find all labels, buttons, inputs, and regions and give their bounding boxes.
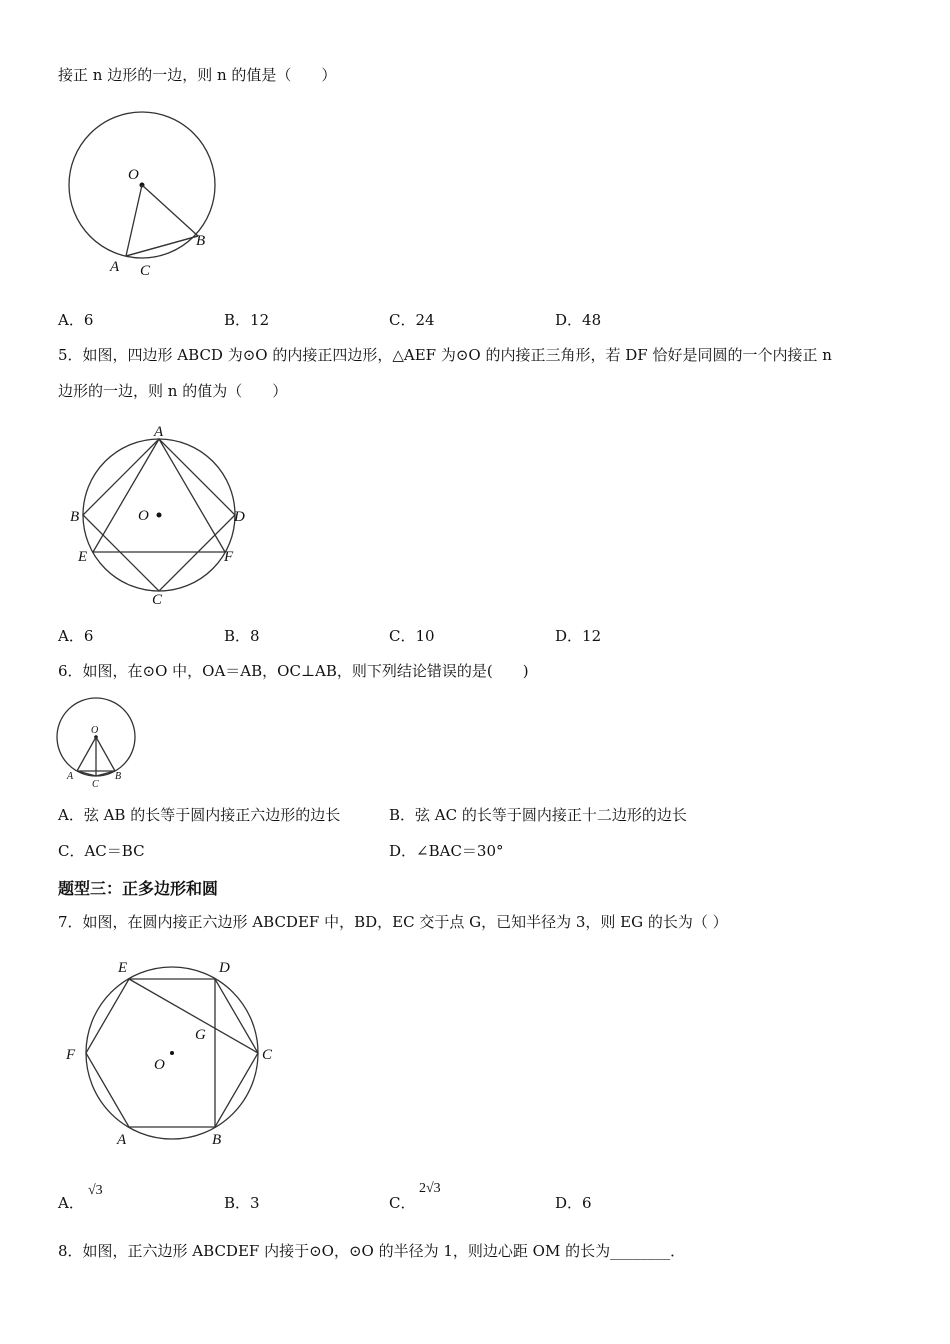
q5-label-o: O xyxy=(138,508,149,524)
q6-option-a: A．弦 AB 的长等于圆内接正六边形的边长 xyxy=(58,806,341,824)
q4-figure xyxy=(60,105,230,285)
q7-option-a-prefix: A． xyxy=(58,1194,84,1212)
q7-option-d: D．6 xyxy=(555,1194,592,1212)
q4-label-b: B xyxy=(196,233,206,249)
q8-line-1: 8．如图，正六边形 ABCDEF 内接于⊙O，⊙O 的半径为 1，则边心距 OM 的长为________． xyxy=(58,1242,686,1260)
q4-option-a: A．6 xyxy=(58,311,94,329)
q7-label-c: C xyxy=(262,1047,273,1063)
q7-option-a-value: √3 xyxy=(88,1183,103,1198)
q7-option-c-value: 2√3 xyxy=(419,1181,441,1196)
q5-option-b: B．8 xyxy=(224,627,260,645)
q5-option-a: A．6 xyxy=(58,627,94,645)
q7-label-e: E xyxy=(118,960,128,976)
q6-option-c: C．AC＝BC xyxy=(58,842,145,860)
q4-option-b: B．12 xyxy=(224,311,270,329)
q5-label-c: C xyxy=(152,592,163,608)
q6-option-d: D．∠BAC＝30° xyxy=(389,842,504,860)
q5-label-b: B xyxy=(70,509,80,525)
section-title: 题型三：正多边形和圆 xyxy=(58,879,219,898)
q7-label-a: A xyxy=(117,1132,127,1148)
q5-line-2: 边形的一边，则 n 的值为（ ） xyxy=(58,382,288,400)
q7-label-b: B xyxy=(212,1132,222,1148)
q6-line-1: 6．如图，在⊙O 中，OA＝AB，OC⊥AB，则下列结论错误的是( ) xyxy=(58,662,529,680)
q7-label-g: G xyxy=(195,1027,206,1043)
q6-figure xyxy=(55,693,145,788)
q7-option-b: B．3 xyxy=(224,1194,260,1212)
q7-line-1: 7．如图，在圆内接正六边形 ABCDEF 中，BD，EC 交于点 G，已知半径为 3，则 EG 的长为（ ） xyxy=(58,913,728,931)
q7-figure xyxy=(60,955,285,1150)
q5-figure xyxy=(66,420,266,610)
q4-option-d: D．48 xyxy=(555,311,602,329)
q5-line-1: 5．如图，四边形 ABCD 为⊙O 的内接正四边形，△AEF 为⊙O 的内接正三角形，若 DF 恰好是同圆的一个内接正 n xyxy=(58,346,832,364)
q6-label-a: A xyxy=(67,771,74,782)
q6-label-b: B xyxy=(115,771,122,782)
q4-label-o: O xyxy=(128,167,139,183)
q5-label-a: A xyxy=(154,424,164,440)
q5-option-c: C．10 xyxy=(389,627,435,645)
q7-label-d: D xyxy=(219,960,230,976)
q7-label-f: F xyxy=(66,1047,76,1063)
q5-label-f: F xyxy=(224,549,234,565)
q4-label-a: A xyxy=(110,259,120,275)
q4-stem-tail: 接正 n 边形的一边，则 n 的值是（ ） xyxy=(58,66,337,84)
q5-option-d: D．12 xyxy=(555,627,602,645)
q7-label-o: O xyxy=(154,1057,165,1073)
q5-label-d: D xyxy=(234,509,245,525)
q6-label-o: O xyxy=(91,725,99,736)
q7-option-c-prefix: C． xyxy=(389,1194,416,1212)
q5-label-e: E xyxy=(78,549,88,565)
q4-label-c: C xyxy=(140,263,151,279)
q4-option-c: C．24 xyxy=(389,311,435,329)
q6-label-c: C xyxy=(92,779,99,790)
q6-option-b: B．弦 AC 的长等于圆内接正十二边形的边长 xyxy=(389,806,687,824)
